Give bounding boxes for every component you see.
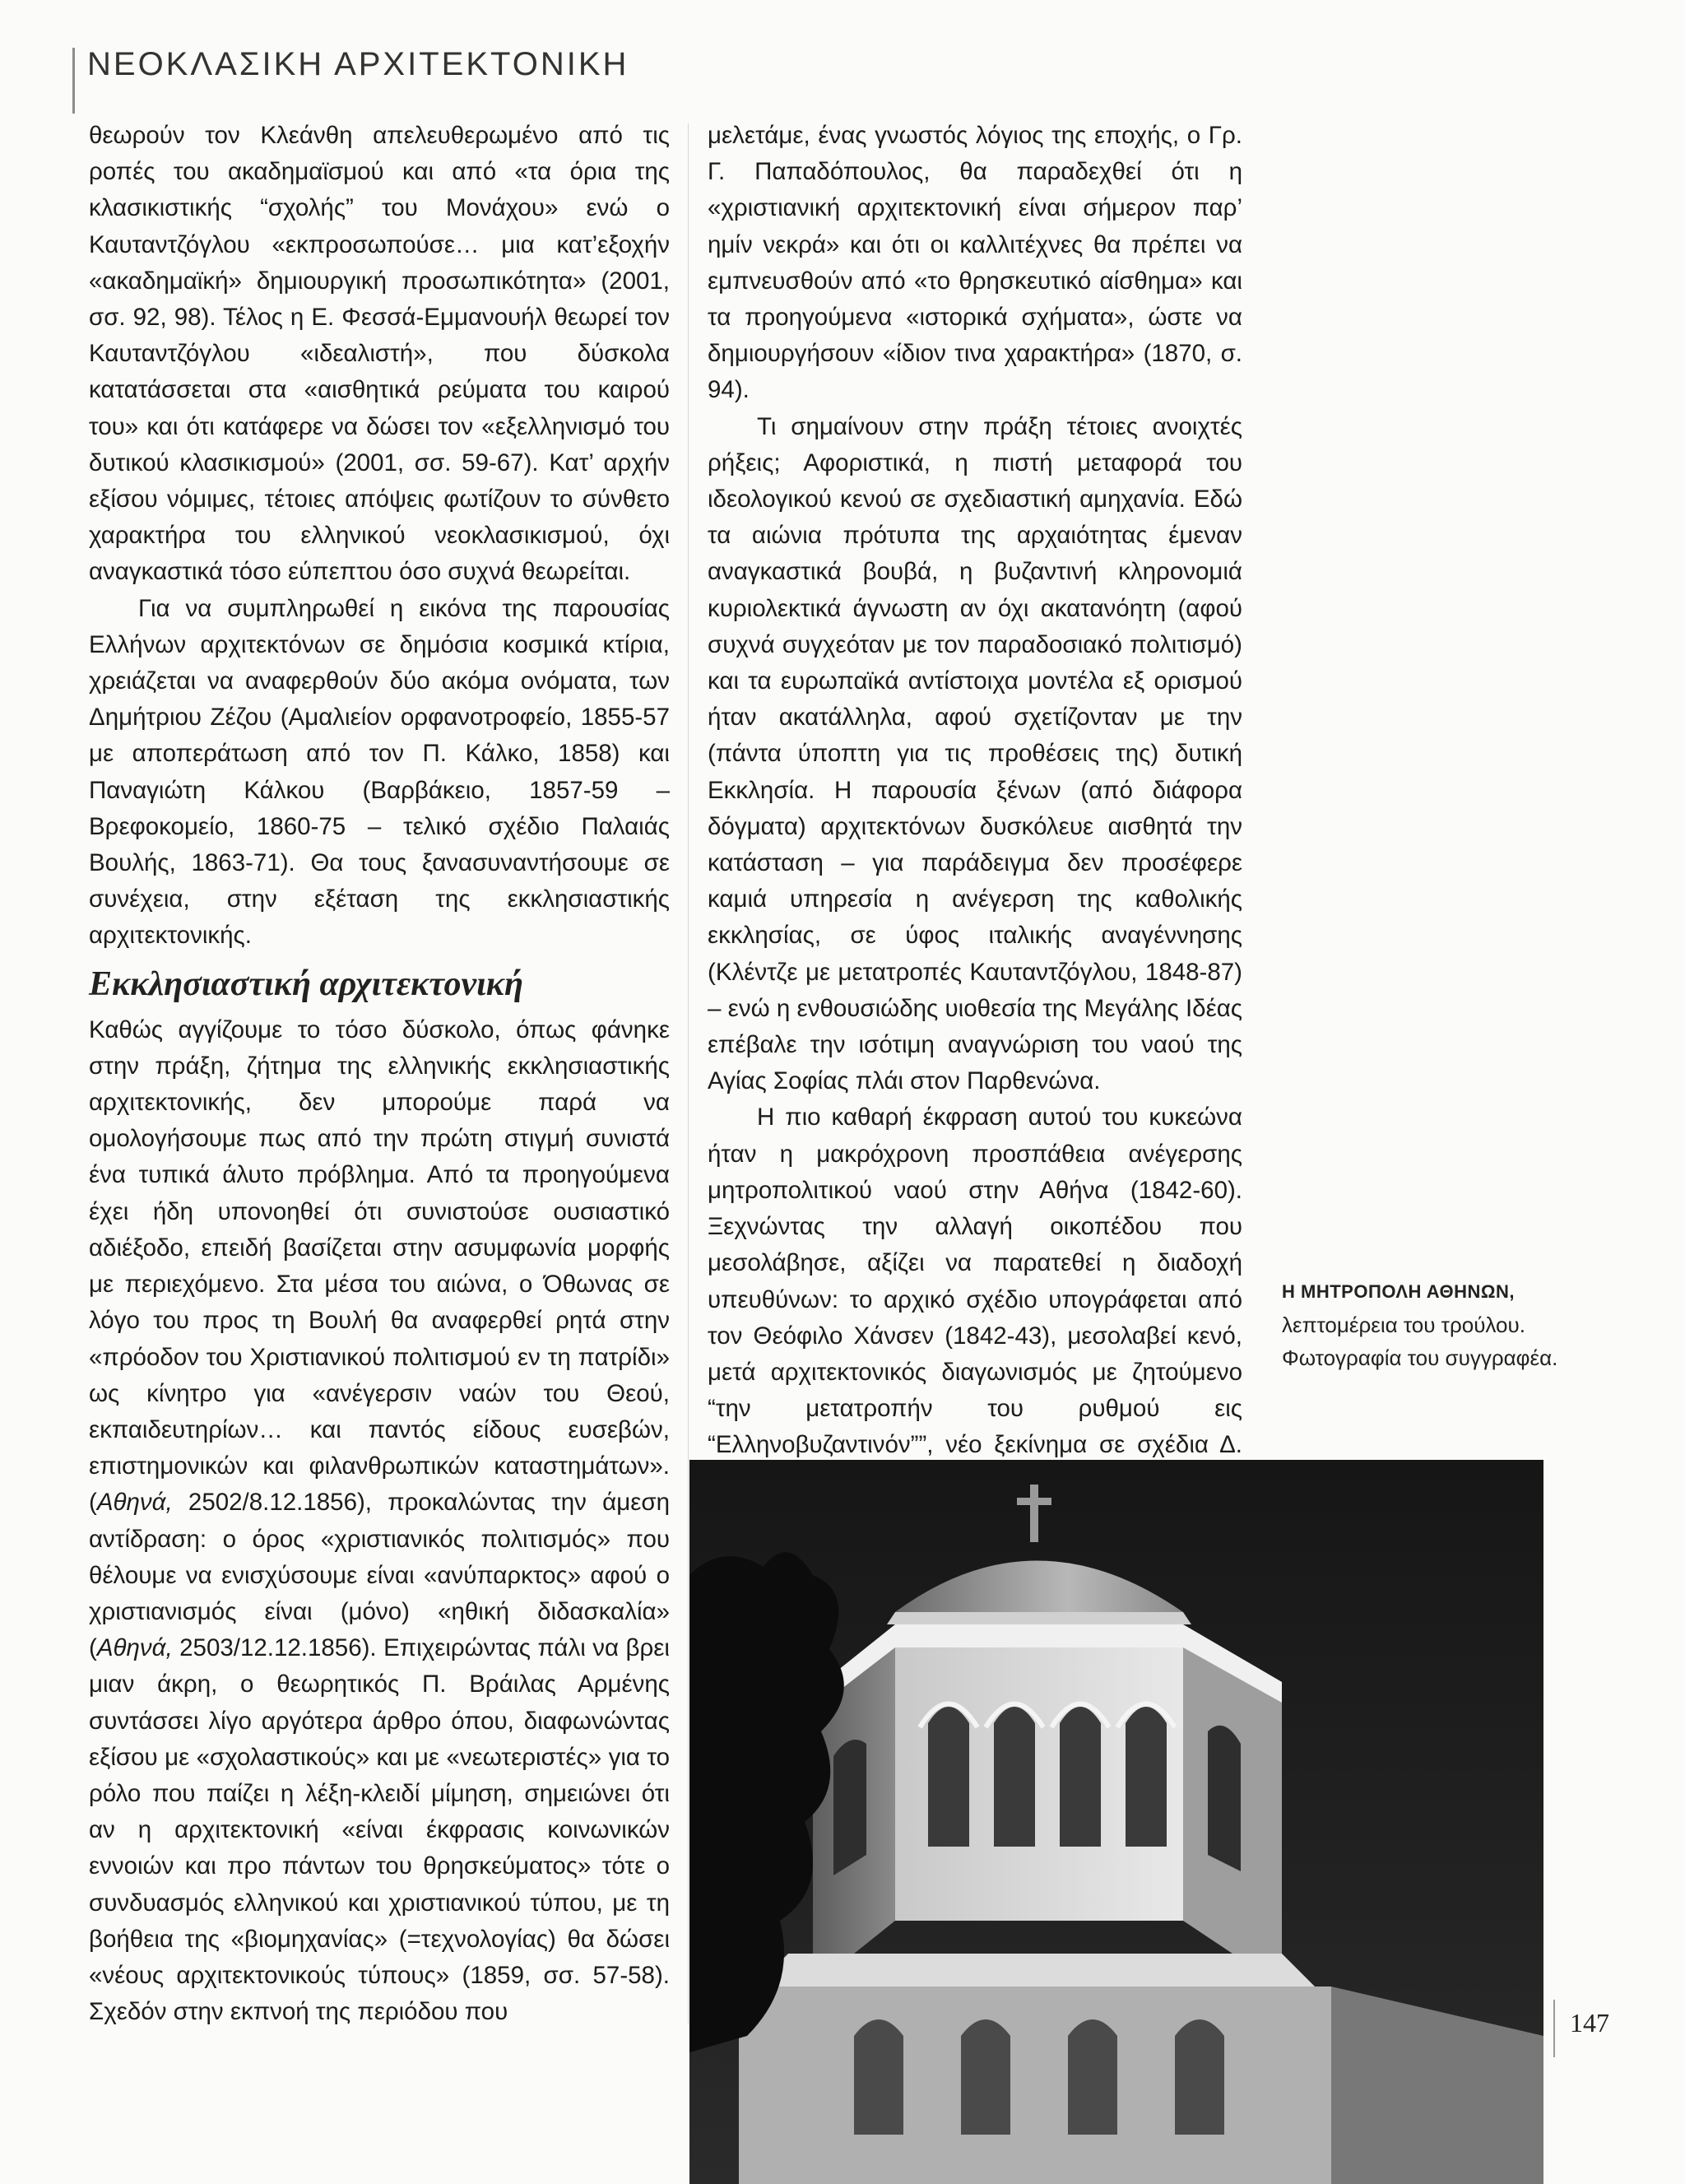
left-column <box>89 118 670 2030</box>
middle-column <box>708 118 1242 1536</box>
citation: Αθηνά, <box>96 1489 173 1517</box>
column-divider <box>688 123 689 2024</box>
running-head: ΝΕΟΚΛΑΣΙΚΗ ΑΡΧΙΤΕΚΤΟΝΙΚΗ <box>87 46 629 82</box>
paragraph: Η πιο καθαρή έκφραση αυτού του κυκεώνα ήταν η μακρόχρονη προσπάθεια ανέγερσης μητροπολιτικού ναού στην Αθήνα (1842-60). Ξεχνώντας την αλλαγή οικοπέδου που μεσολάβησε, αξίζει να παρατεθεί η διαδοχή υπευθύνων: το αρχικό σχέδιο υπογράφεται από τον Θεόφιλο Χάνσεν (1842-43), μεσολαβεί κενό, μετά αρχιτεκτονικός διαγωνισμός με ζητούμενο “την μετατροπήν του ρυθμού εις “Ελληνοβυζαντινόν””, νέο ξεκίνημα σε σχέδια Δ. <box>708 1104 1242 1459</box>
paragraph-text: 2502/8.12.1856), προκαλώντας την άμεση αντίδραση: ο όρος «χριστιανικός πολιτισμός» που θέλουμε να ενισχύσουμε είναι «ανύπαρκτος» αφού ο χριστιανισμός είναι (μόνο) «ηθική διδασκαλία» ( <box>89 1489 670 1662</box>
paragraph <box>89 1012 670 2031</box>
caption-line: Φωτογραφία του συγγραφέα. <box>1282 1345 1558 1370</box>
paragraph: θεωρούν τον Κλεάνθη απελευθερωμένο από τις ροπές του ακαδημαϊσμού και από «τα όρια της κλασικιστικής “σχολής” του Μονάχου» ενώ ο Καυταντζόγλου «εκπροσωπούσε… μια κατ’εξοχήν «ακαδημαϊκή» δημιουργική προσωπικότητα» (2001, σσ. 92, 98). Τέλος η Ε. Φεσσά-Εμμανουήλ θεωρεί τον Καυταντζόγλου «ιδεαλιστή», που δύσκολα κατατάσσεται στα «αισθητικά ρεύματα του καιρού του» και ότι κατάφερε να δώσει τον «εξελληνισμό του δυτικού κλασικισμού» (2001, σσ. 59-67). Κατ’ αρχήν εξίσου νόμιμες, τέτοιες απόψεις φωτίζουν το σύνθετο χαρακτήρα του ελληνικού νεοκλασικισμού, όχι αναγκαστικά τόσο εύπεπτου όσο συχνά θεωρείται. <box>89 122 670 586</box>
page-number: 147 <box>1570 2008 1609 2038</box>
cathedral-dome-photo <box>689 1460 1543 2184</box>
paragraph: Τι σημαίνουν στην πράξη τέτοιες ανοιχτές ρήξεις; Αφοριστικά, η πιστή μεταφορά του ιδεολογικού κενού σε σχεδιαστική αμηχανία. Εδώ τα αιώνια πρότυπα της αρχαιότητας έμεναν αναγκαστικά βουβά, η βυζαντινή κληρονομιά κυριολεκτικά άγνωστη αν όχι ακατανόητη (αφού συχνά συγχεόταν με τον παραδοσιακό πολιτισμό) και τα ευρωπαϊκά αντίστοιχα μοντέλα εξ ορισμού ήταν ακατάλληλα, αφού σχετίζονταν με την (πάντα ύποπτη για τις προθέσεις της) δυτική Εκκλησία. Η παρουσία ξένων (από διάφορα δόγματα) αρχιτεκτόνων δυσκόλευε αισθητά την κατάσταση – για παράδειγμα δεν προσέφερε καμιά υπηρεσία η ανέγερση της καθολικής εκκλησίας, σε ύφος ιταλικής αναγέννησης (Κλέντζε με μετατροπές Καυταντζόγλου, 1848-87) – ενώ η ενθουσιώδης υιοθεσία της Μεγάλης Ιδέας επέβαλε την ισότιμη αναγνώριση του ναού της Αγίας Σοφίας πλάι στον Παρθενώνα. <box>708 412 1242 1095</box>
citation: Αθηνά, <box>96 1634 173 1662</box>
paragraph: Για να συμπληρωθεί η εικόνα της παρουσίας Ελλήνων αρχιτεκτόνων σε δημόσια κοσμικά κτίρια, χρειάζεται να αναφερθούν δύο ακόμα ονόματα, των Δημήτριου Ζέζου (Αμαλιείον ορφανοτροφείο, 1855-57 με αποπεράτωση από τον Π. Κάλκο, 1858) και Παναγιώτη Κάλκου (Βαρβάκειο, 1857-59 – Βρεφοκομείο, 1860-75 – τελικό σχέδιο Παλαιάς Βουλής, 1863-71). Θα τους ξανασυναντήσουμε σε συνέχεια, στην εξέταση της εκκλησιαστικής αρχιτεκτονικής. <box>89 594 670 950</box>
photo-caption <box>1282 1276 1562 1374</box>
page-number-rule <box>1553 2000 1555 2057</box>
paragraph-text: Καθώς αγγίζουμε το τόσο δύσκολο, όπως φάνηκε στην πράξη, ζήτημα της ελληνικής εκκλησιαστικής αρχιτεκτονικής, δεν μπορούμε παρά να ομολογήσουμε πως από την πρώτη στιγμή συνιστά ένα τυπικά άλυτο πρόβλημα. Από τα προηγούμενα έχει ήδη υπονοηθεί ότι συνιστούσε ουσιαστικό αδιέξοδο, επειδή βασίζεται στην ασυμφωνία μορφής με περιεχόμενο. Στα μέσα του αιώνα, ο Όθωνας σε λόγο του προς τη Βουλή θα αναφερθεί ρητά στην «πρόοδον του Χριστιανικού πολιτισμού εν τη πατρίδι» ως κίνητρο για «ανέγερσιν ναών του Θεού, εκπαιδευτηρίων… και παντός είδους ευσεβών, επιστημονικών και φιλανθρωπικών καταστημάτων». ( <box>89 1015 670 1517</box>
header-rule <box>72 48 75 114</box>
paragraph-text: 2503/12.12.1856). Επιχειρώντας πάλι να βρει μιαν άκρη, ο θεωρητικός Π. Βράιλας Αρμένης συντάσσει λίγο αργότερα άρθρο όπου, διαφωνώντας εξίσου με «σχολαστικούς» και με «νεωτεριστές» για το ρόλο που παίζει η λέξη-κλειδί μίμηση, σημειώνει ότι αν η αρχιτεκτονική «είναι έκφρασις κοινωνικών εννοιών και προ πάντων του θρησκεύματος» τότε ο συνδυασμός ελληνικού και χριστιανικού τύπου, με τη βοήθεια της «βιομηχανίας» (=τεχνολογίας) θα δώσει «νέους αρχιτεκτονικούς τύπους» (1859, σσ. 57-58). Σχεδόν στην εκπνοή της περιόδου που <box>89 1634 670 2026</box>
section-heading: Εκκλησιαστική αρχιτεκτονική <box>89 964 524 1003</box>
caption-title: Η ΜΗΤΡΟΠΟΛΗ ΑΘΗΝΩΝ, <box>1282 1281 1516 1302</box>
caption-line: λεπτομέρεια του τρούλου. <box>1282 1313 1525 1337</box>
paragraph: μελετάμε, ένας γνωστός λόγιος της εποχής, ο Γρ. Γ. Παπαδόπουλος, θα παραδεχθεί ότι η «χριστιανική αρχιτεκτονική είναι σήμερον παρ’ ημίν νεκρά» και ότι οι καλλιτέχνες θα πρέπει να εμπνευσθούν από «το θρησκευτικό αίσθημα» και τα προηγούμενα «ιστορικά σχήματα», ώστε να δημιουργήσουν «ίδιον τινα χαρακτήρα» (1870, σ. 94). <box>708 122 1242 404</box>
